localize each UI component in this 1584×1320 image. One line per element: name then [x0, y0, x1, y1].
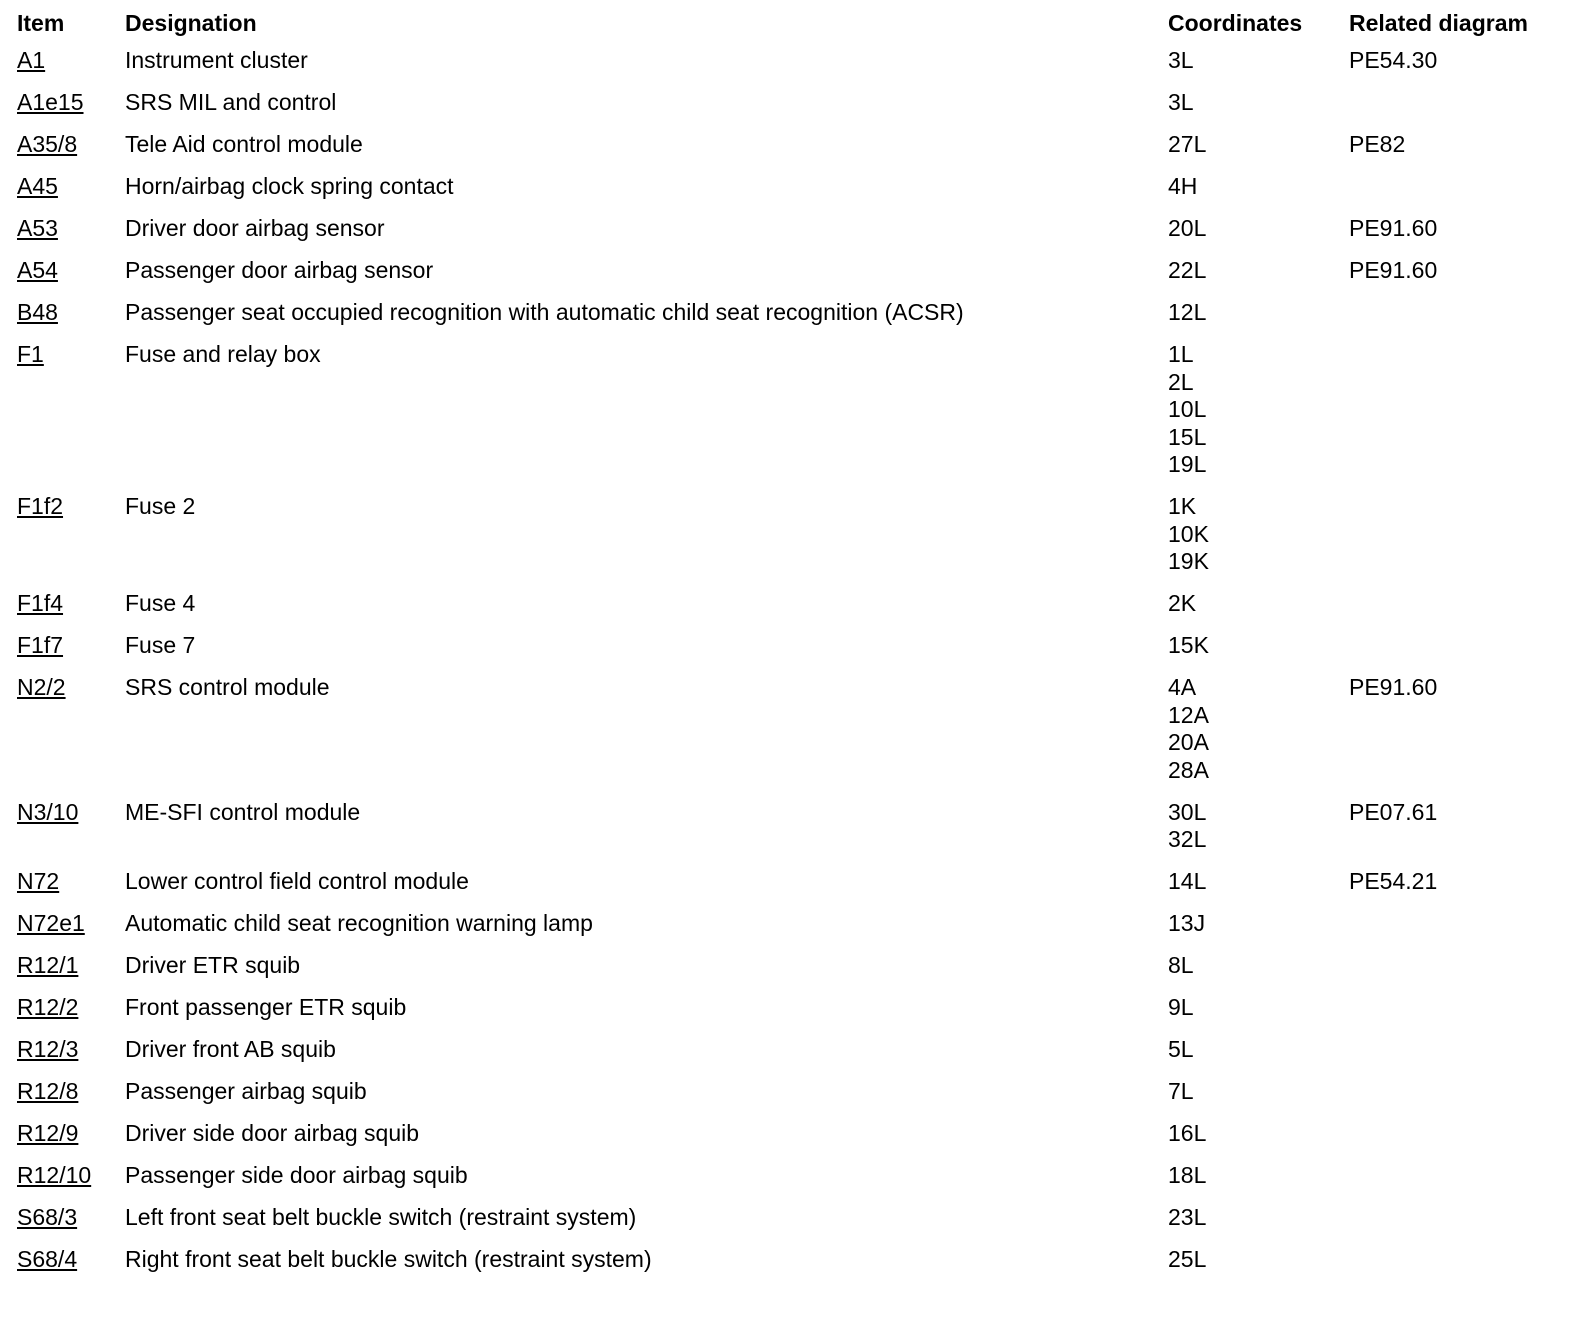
coordinate-value: 23L — [1168, 1204, 1207, 1230]
table-row — [7, 674, 1577, 799]
table-row — [7, 994, 1577, 1036]
coordinates-cell — [1158, 299, 1339, 341]
item-cell — [7, 257, 115, 299]
item-cell — [7, 1078, 115, 1120]
item-cell — [7, 674, 115, 799]
header-row — [7, 6, 1577, 47]
item-link[interactable]: N2/2 — [17, 674, 66, 700]
table-body — [7, 47, 1577, 1288]
coordinates-cell — [1158, 131, 1339, 173]
coordinates-cell — [1158, 674, 1339, 799]
table-row — [7, 257, 1577, 299]
coordinates-cell — [1158, 799, 1339, 869]
item-link[interactable]: A53 — [17, 215, 58, 241]
item-link[interactable]: A1 — [17, 47, 46, 73]
coordinate-value: 4H — [1168, 173, 1198, 199]
item-link[interactable]: F1f4 — [17, 590, 64, 616]
item-link[interactable]: A45 — [17, 173, 58, 199]
coordinates-cell — [1158, 493, 1339, 590]
coordinates-cell — [1158, 590, 1339, 632]
coordinates-cell — [1158, 952, 1339, 994]
coordinate-value: 12A — [1168, 701, 1209, 728]
designation-cell: Driver front AB squib — [125, 1036, 336, 1062]
designation-cell: SRS control module — [125, 674, 330, 700]
item-cell — [7, 341, 115, 493]
item-cell — [7, 299, 115, 341]
coordinates-cell — [1158, 47, 1339, 89]
designation-cell: Passenger seat occupied recognition with automatic child seat recognition (ACSR) — [125, 299, 964, 325]
related-diagram-cell — [1339, 299, 1577, 341]
coordinates-cell — [1158, 89, 1339, 131]
coordinates-cell — [1158, 1078, 1339, 1120]
coordinates-cell — [1158, 868, 1339, 910]
related-diagram-cell: PE91.60 — [1349, 674, 1438, 700]
related-diagram-cell — [1339, 1120, 1577, 1162]
coordinate-value: 18L — [1168, 1162, 1207, 1188]
coordinate-value: 30L — [1168, 798, 1207, 825]
designation-cell: Driver side door airbag squib — [125, 1120, 420, 1146]
coordinate-value: 8L — [1168, 952, 1194, 978]
item-link[interactable]: A1e15 — [17, 89, 84, 115]
coordinate-value: 1L — [1168, 341, 1194, 367]
designation-cell: Lower control field control module — [125, 868, 469, 894]
item-cell — [7, 173, 115, 215]
coordinates-cell — [1158, 910, 1339, 952]
item-cell — [7, 994, 115, 1036]
coordinate-value: 15K — [1168, 632, 1209, 658]
coordinate-value: 16L — [1168, 1120, 1207, 1146]
related-diagram-cell: PE91.60 — [1349, 215, 1438, 241]
item-cell — [7, 868, 115, 910]
coordinates-cell — [1158, 994, 1339, 1036]
header-coordinates: Coordinates — [1168, 10, 1303, 36]
coordinate-value: 14L — [1168, 868, 1207, 894]
coordinate-value: 10K — [1168, 520, 1209, 547]
coordinates-cell — [1158, 1036, 1339, 1078]
designation-cell: Passenger door airbag sensor — [125, 257, 434, 283]
coordinate-value: 20A — [1168, 729, 1209, 755]
table-row — [7, 299, 1577, 341]
related-diagram-cell — [1339, 89, 1577, 131]
related-diagram-cell — [1339, 910, 1577, 952]
coordinates-cell — [1158, 173, 1339, 215]
table-row — [7, 215, 1577, 257]
item-link[interactable]: F1 — [17, 341, 44, 367]
related-diagram-cell: PE54.21 — [1349, 868, 1438, 894]
item-cell — [7, 1162, 115, 1204]
item-cell — [7, 1036, 115, 1078]
item-cell — [7, 910, 115, 952]
item-cell — [7, 89, 115, 131]
coordinate-value: 1K — [1168, 493, 1197, 519]
coordinate-value: 3L — [1168, 47, 1194, 73]
coordinate-value: 22L — [1168, 257, 1207, 283]
coordinate-value: 4A — [1168, 674, 1197, 700]
designation-cell: Right front seat belt buckle switch (restraint system) — [125, 1246, 652, 1272]
item-cell — [7, 1204, 115, 1246]
table-row — [7, 173, 1577, 215]
designation-cell: Driver door airbag sensor — [125, 215, 385, 241]
designation-cell: Fuse 2 — [125, 493, 196, 519]
related-diagram-cell: PE82 — [1349, 131, 1406, 157]
table-row — [7, 868, 1577, 910]
item-cell — [7, 799, 115, 869]
item-link[interactable]: B48 — [17, 299, 58, 325]
item-cell — [7, 952, 115, 994]
related-diagram-cell — [1339, 493, 1577, 590]
coordinate-value: 9L — [1168, 994, 1194, 1020]
related-diagram-cell: PE91.60 — [1349, 257, 1438, 283]
table-row — [7, 1078, 1577, 1120]
item-link[interactable]: R12/10 — [17, 1162, 92, 1188]
item-link[interactable]: N72 — [17, 868, 60, 894]
coordinates-cell — [1158, 341, 1339, 493]
item-link[interactable]: S68/3 — [17, 1204, 78, 1230]
designation-cell: Horn/airbag clock spring contact — [125, 173, 454, 199]
item-link[interactable]: R12/3 — [17, 1036, 79, 1062]
item-link[interactable]: S68/4 — [17, 1246, 78, 1272]
item-link[interactable]: R12/1 — [17, 952, 79, 978]
coordinates-cell — [1158, 1162, 1339, 1204]
related-diagram-cell — [1339, 590, 1577, 632]
designation-cell: Automatic child seat recognition warning lamp — [125, 910, 593, 936]
coordinates-cell — [1158, 257, 1339, 299]
item-cell — [7, 215, 115, 257]
related-diagram-cell — [1339, 1246, 1577, 1288]
item-link[interactable]: A35/8 — [17, 131, 78, 157]
table-row — [7, 952, 1577, 994]
designation-cell: SRS MIL and control — [125, 89, 337, 115]
table-row — [7, 493, 1577, 590]
related-diagram-cell — [1339, 1036, 1577, 1078]
designation-cell: Fuse and relay box — [125, 341, 321, 367]
table-row — [7, 1120, 1577, 1162]
related-diagram-cell — [1339, 1162, 1577, 1204]
related-diagram-cell — [1339, 1204, 1577, 1246]
coordinate-value: 25L — [1168, 1246, 1207, 1272]
related-diagram-cell — [1339, 173, 1577, 215]
item-cell — [7, 493, 115, 590]
coordinate-value: 3L — [1168, 89, 1194, 115]
designation-cell: Passenger side door airbag squib — [125, 1162, 468, 1188]
item-link[interactable]: A54 — [17, 257, 58, 283]
item-cell — [7, 590, 115, 632]
table-row — [7, 89, 1577, 131]
table-row — [7, 1204, 1577, 1246]
coordinates-cell — [1158, 215, 1339, 257]
table-row — [7, 1036, 1577, 1078]
related-diagram-cell: PE07.61 — [1349, 798, 1438, 825]
designation-cell: Passenger airbag squib — [125, 1078, 367, 1104]
table-row — [7, 341, 1577, 493]
header-item: Item — [17, 10, 65, 36]
designation-cell: Driver ETR squib — [125, 952, 301, 978]
designation-cell: Tele Aid control module — [125, 131, 363, 157]
coordinate-value: 28A — [1168, 756, 1209, 783]
item-link[interactable]: N3/10 — [17, 798, 79, 825]
related-diagram-cell — [1339, 994, 1577, 1036]
table-row — [7, 590, 1577, 632]
designation-cell: Fuse 4 — [125, 590, 196, 616]
related-diagram-cell — [1339, 952, 1577, 994]
coordinate-value: 7L — [1168, 1078, 1194, 1104]
designation-cell: ME-SFI control module — [125, 798, 361, 825]
designation-cell: Instrument cluster — [125, 47, 308, 73]
related-diagram-cell — [1339, 341, 1577, 493]
item-cell — [7, 632, 115, 674]
item-link[interactable]: F1f7 — [17, 632, 64, 658]
item-link[interactable]: R12/9 — [17, 1120, 79, 1146]
header-related-diagram: Related diagram — [1349, 10, 1528, 36]
coordinate-value: 19K — [1168, 548, 1209, 574]
item-link[interactable]: R12/2 — [17, 994, 79, 1020]
item-cell — [7, 131, 115, 173]
related-diagram-cell — [1339, 632, 1577, 674]
table-row — [7, 131, 1577, 173]
table-row — [7, 799, 1577, 869]
header-designation: Designation — [125, 10, 257, 36]
item-cell — [7, 1120, 115, 1162]
designation-cell: Front passenger ETR squib — [125, 994, 407, 1020]
coordinate-value: 15L — [1168, 423, 1207, 450]
designation-cell: Left front seat belt buckle switch (restraint system) — [125, 1204, 637, 1230]
table-row — [7, 1246, 1577, 1288]
item-link[interactable]: F1f2 — [17, 493, 64, 519]
table-row — [7, 910, 1577, 952]
table-header — [7, 6, 1577, 47]
related-diagram-cell — [1339, 1078, 1577, 1120]
table-row — [7, 47, 1577, 89]
item-cell — [7, 47, 115, 89]
coordinate-value: 32L — [1168, 826, 1207, 852]
related-diagram-cell: PE54.30 — [1349, 47, 1438, 73]
table-row — [7, 632, 1577, 674]
coordinate-value: 20L — [1168, 215, 1207, 241]
item-cell — [7, 1246, 115, 1288]
coordinates-cell — [1158, 1204, 1339, 1246]
coordinate-value: 10L — [1168, 396, 1207, 422]
coordinate-value: 5L — [1168, 1036, 1194, 1062]
item-link[interactable]: R12/8 — [17, 1078, 79, 1104]
coordinate-value: 2K — [1168, 590, 1197, 616]
coordinate-value: 13J — [1168, 910, 1206, 936]
coordinate-value: 12L — [1168, 299, 1207, 325]
coordinates-cell — [1158, 632, 1339, 674]
coordinates-cell — [1158, 1246, 1339, 1288]
coordinates-cell — [1158, 1120, 1339, 1162]
coordinate-value: 27L — [1168, 131, 1207, 157]
coordinate-value: 2L — [1168, 368, 1194, 395]
table-row — [7, 1162, 1577, 1204]
designation-cell: Fuse 7 — [125, 632, 196, 658]
coordinate-value: 19L — [1168, 451, 1207, 477]
item-link[interactable]: N72e1 — [17, 910, 85, 936]
component-legend-table — [7, 6, 1577, 1288]
